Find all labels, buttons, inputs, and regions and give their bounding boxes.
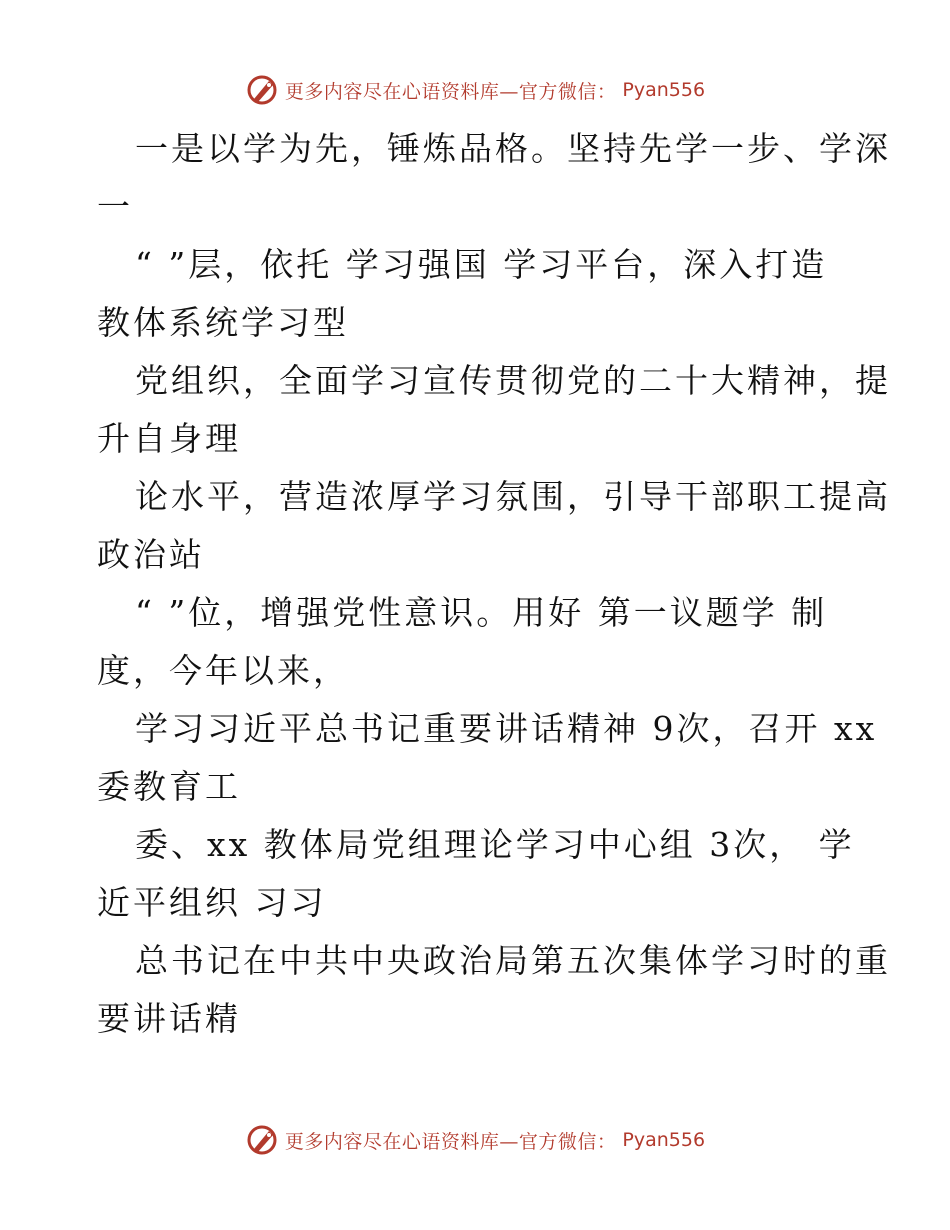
body-line: 一 [97,187,133,226]
body-line: 升自身理 [97,419,241,458]
body-line: 委、xx 教体局党组理论学习中心组 3次， 学 [135,825,855,864]
body-line: “ ”位，增强党性意识。用好 第一议题学 制 [135,593,828,632]
body-line: 论水平，营造浓厚学习氛围，引导干部职工提高 [135,477,891,516]
body-line: 教体系统学习型 [97,303,349,342]
footer-banner-text: 更多内容尽在心语资料库—官方微信： [284,1130,617,1153]
body-line: 政治站 [97,535,205,574]
body-line: 一是以学为先，锤炼品格。坚持先学一步、学深 [135,129,891,168]
footer-banner [0,1120,950,1160]
pen-nib-logo-icon [245,73,279,107]
document-body [97,120,891,1048]
body-line: 学习习近平总书记重要讲话精神 9次，召开 xx [135,709,878,748]
body-line: 要讲话精 [97,999,241,1038]
pen-nib-logo-icon [245,1123,279,1157]
header-banner-text: 更多内容尽在心语资料库—官方微信： [284,80,617,103]
body-line: 近平组织 习习 [97,883,327,922]
body-line: 总书记在中共中央政治局第五次集体学习时的重 [135,941,891,980]
header-banner [0,70,950,110]
body-line: “ ”层，依托 学习强国 学习平台，深入打造 [135,245,828,284]
footer-wechat-id: Pyan556 [622,1129,706,1151]
body-line: 委教育工 [97,767,241,806]
body-line: 党组织，全面学习宣传贯彻党的二十大精神，提 [135,361,891,400]
body-line: 度，今年以来， [97,651,349,690]
header-wechat-id: Pyan556 [622,79,706,101]
